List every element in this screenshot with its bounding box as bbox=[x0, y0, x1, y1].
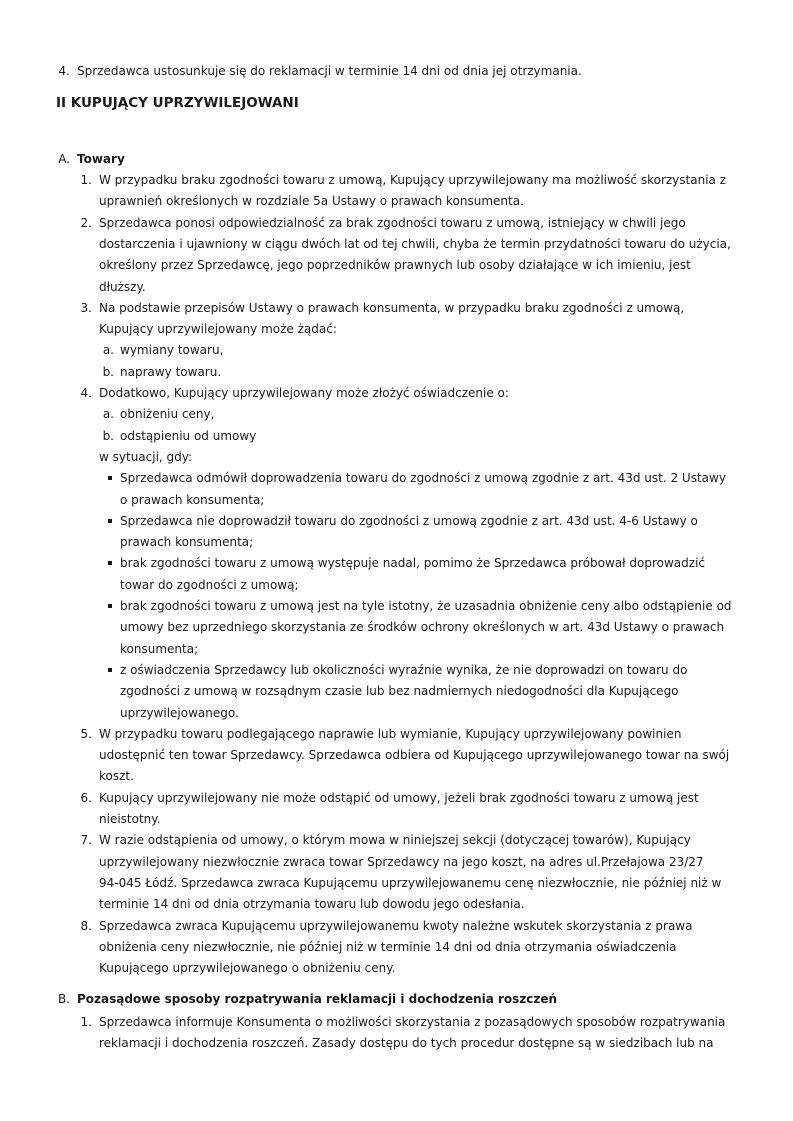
bullet-item-text: z oświadczenia Sprzedawcy lub okoliczności wyraźnie wynika, że nie doprowadzi on towaru do bbox=[120, 662, 688, 677]
bullet-item-text: uprzywilejowanego. bbox=[120, 705, 239, 720]
sublist-marker: b. bbox=[102, 364, 114, 379]
list-item-text: w sytuacji, gdy: bbox=[99, 449, 193, 464]
list-item-text: reklamacji i dochodzenia roszczeń. Zasady dostępu do tych procedur dostępne są w siedzibach lub na bbox=[99, 1036, 714, 1050]
list-marker: 1. bbox=[80, 173, 92, 187]
list-item-text: określony przez Sprzedawcę, jego poprzedników prawnych lub osoby działające w ich imieniu, jest bbox=[99, 258, 691, 273]
bullet-item-text: konsumenta; bbox=[120, 641, 199, 656]
subsection-marker: A. bbox=[58, 152, 70, 166]
list-item-text: uprawnień określonych w rozdziale 5a Ustawy o prawach konsumenta. bbox=[99, 194, 524, 209]
list-marker: 3. bbox=[80, 300, 92, 315]
bullet-item-text: zgodności z umową w rozsądnym czasie lub bez nadmiernych niedogodności dla Kupującego bbox=[120, 684, 679, 699]
list-marker: 2. bbox=[80, 215, 92, 230]
list-marker: 5. bbox=[80, 726, 92, 741]
bullet-marker bbox=[108, 476, 112, 480]
list-marker: 8. bbox=[80, 918, 92, 933]
subsection-title: Towary bbox=[77, 152, 125, 166]
list-item-text: nieistotny. bbox=[99, 812, 161, 826]
list-item-text: Sprzedawca ustosunkuje się do reklamacji w terminie 14 dni od dnia jej otrzymania. bbox=[77, 64, 582, 78]
list-marker: 1. bbox=[80, 1014, 92, 1029]
list-item-text: udostępnić ten towar Sprzedawcy. Sprzedawca odbiera od Kupującego uprzywilejowanego towar na swój bbox=[99, 748, 730, 763]
list-item-text: Sprzedawca informuje Konsumenta o możliwości skorzystania z pozasądowych sposobów rozpatrywania bbox=[99, 1014, 726, 1029]
list-item-text: W przypadku braku zgodności towaru z umową, Kupujący uprzywilejowany ma możliwość skorzystania z bbox=[99, 173, 726, 187]
section-title: II KUPUJĄCY UPRZYWILEJOWANI bbox=[56, 95, 299, 111]
subsection-title: Pozasądowe sposoby rozpatrywania reklamacji i dochodzenia roszczeń bbox=[77, 992, 558, 1007]
list-item-text: Sprzedawca ponosi odpowiedzialność za brak zgodności towaru z umową, istniejący w chwili jego bbox=[99, 215, 686, 230]
list-item-text: W przypadku towaru podlegającego naprawie lub wymianie, Kupujący uprzywilejowany powinien bbox=[99, 726, 682, 741]
bullet-marker bbox=[108, 561, 112, 565]
list-item-text: Na podstawie przepisów Ustawy o prawach konsumenta, w przypadku braku zgodności z umową, bbox=[99, 300, 685, 315]
list-item-text: Sprzedawca zwraca Kupującemu uprzywilejowanemu kwoty należne wskutek skorzystania z prawa bbox=[99, 918, 693, 933]
list-item-text: W razie odstąpienia od umowy, o którym mowa w niniejszej sekcji (dotyczącej towarów), Kupujący bbox=[99, 833, 691, 848]
bullet-marker bbox=[108, 604, 112, 608]
sublist-marker: b. bbox=[102, 428, 114, 443]
bullet-marker bbox=[108, 519, 112, 523]
list-item-text: koszt. bbox=[99, 769, 134, 784]
sublist-item-text: odstąpieniu od umowy bbox=[120, 428, 257, 443]
list-item-text: Kupujący uprzywilejowany nie może odstąpić od umowy, jeżeli brak zgodności towaru z umową jest bbox=[99, 790, 699, 805]
sublist-item-text: wymiany towaru, bbox=[120, 343, 224, 358]
list-marker: 4. bbox=[58, 64, 70, 78]
bullet-item-text: prawach konsumenta; bbox=[120, 535, 254, 550]
subsection-marker: B. bbox=[57, 992, 70, 1007]
list-item-text: dłuższy. bbox=[99, 279, 146, 294]
bullet-item-text: towar do zgodności z umową; bbox=[120, 577, 299, 592]
bullet-item-text: brak zgodności towaru z umową występuje nadal, pomimo że Sprzedawca próbował doprowadzić bbox=[120, 556, 705, 571]
list-item-text: Kupujący uprzywilejowany może żądać: bbox=[99, 322, 337, 337]
list-item-text: obniżenia ceny niezwłocznie, nie później niż w terminie 14 dni od dnia otrzymania oświadczenia bbox=[99, 939, 677, 954]
list-item-text: dostarczenia i ujawniony w ciągu dwóch lat od tej chwili, chyba że termin przydatności towaru do użycia, bbox=[99, 236, 731, 251]
sublist-item-text: naprawy towaru. bbox=[120, 364, 222, 379]
list-item-text: 94-045 Łódź. Sprzedawca zwraca Kupującemu uprzywilejowanemu cenę niezwłocznie, nie później niż w bbox=[99, 875, 722, 890]
sublist-marker: a. bbox=[102, 407, 114, 422]
bullet-item-text: Sprzedawca nie doprowadził towaru do zgodności z umową zgodnie z art. 43d ust. 4-6 Ustawy o bbox=[120, 513, 698, 528]
bullet-marker bbox=[108, 668, 112, 672]
bullet-item-text: umowy bez uprzedniego skorzystania ze środków ochrony określonych w art. 43d Ustawy o prawach bbox=[120, 620, 725, 635]
bullet-item-text: Sprzedawca odmówił doprowadzenia towaru do zgodności z umową zgodnie z art. 43d ust. 2 Ustawy bbox=[120, 471, 726, 486]
bullet-item-text: brak zgodności towaru z umową jest na tyle istotny, że uzasadnia obniżenie ceny albo odstąpienie od bbox=[120, 599, 732, 613]
list-item-text: Kupującego uprzywilejowanego o obniżeniu ceny. bbox=[99, 961, 396, 976]
list-marker: 4. bbox=[80, 386, 92, 400]
list-marker: 6. bbox=[80, 790, 92, 805]
sublist-marker: a. bbox=[102, 343, 114, 358]
list-item-text: uprzywilejowany niezwłocznie zwraca towar Sprzedawcy na jego koszt, na adres ul.Przełajowa 23/27 bbox=[99, 854, 704, 869]
bullet-item-text: o prawach konsumenta; bbox=[120, 492, 265, 507]
list-item-text: Dodatkowo, Kupujący uprzywilejowany może złożyć oświadczenie o: bbox=[99, 386, 509, 400]
sublist-item-text: obniżeniu ceny, bbox=[120, 407, 215, 422]
list-item-text: terminie 14 dni od dnia otrzymania towaru lub dowodu jego odesłania. bbox=[99, 897, 525, 912]
list-marker: 7. bbox=[80, 833, 92, 848]
